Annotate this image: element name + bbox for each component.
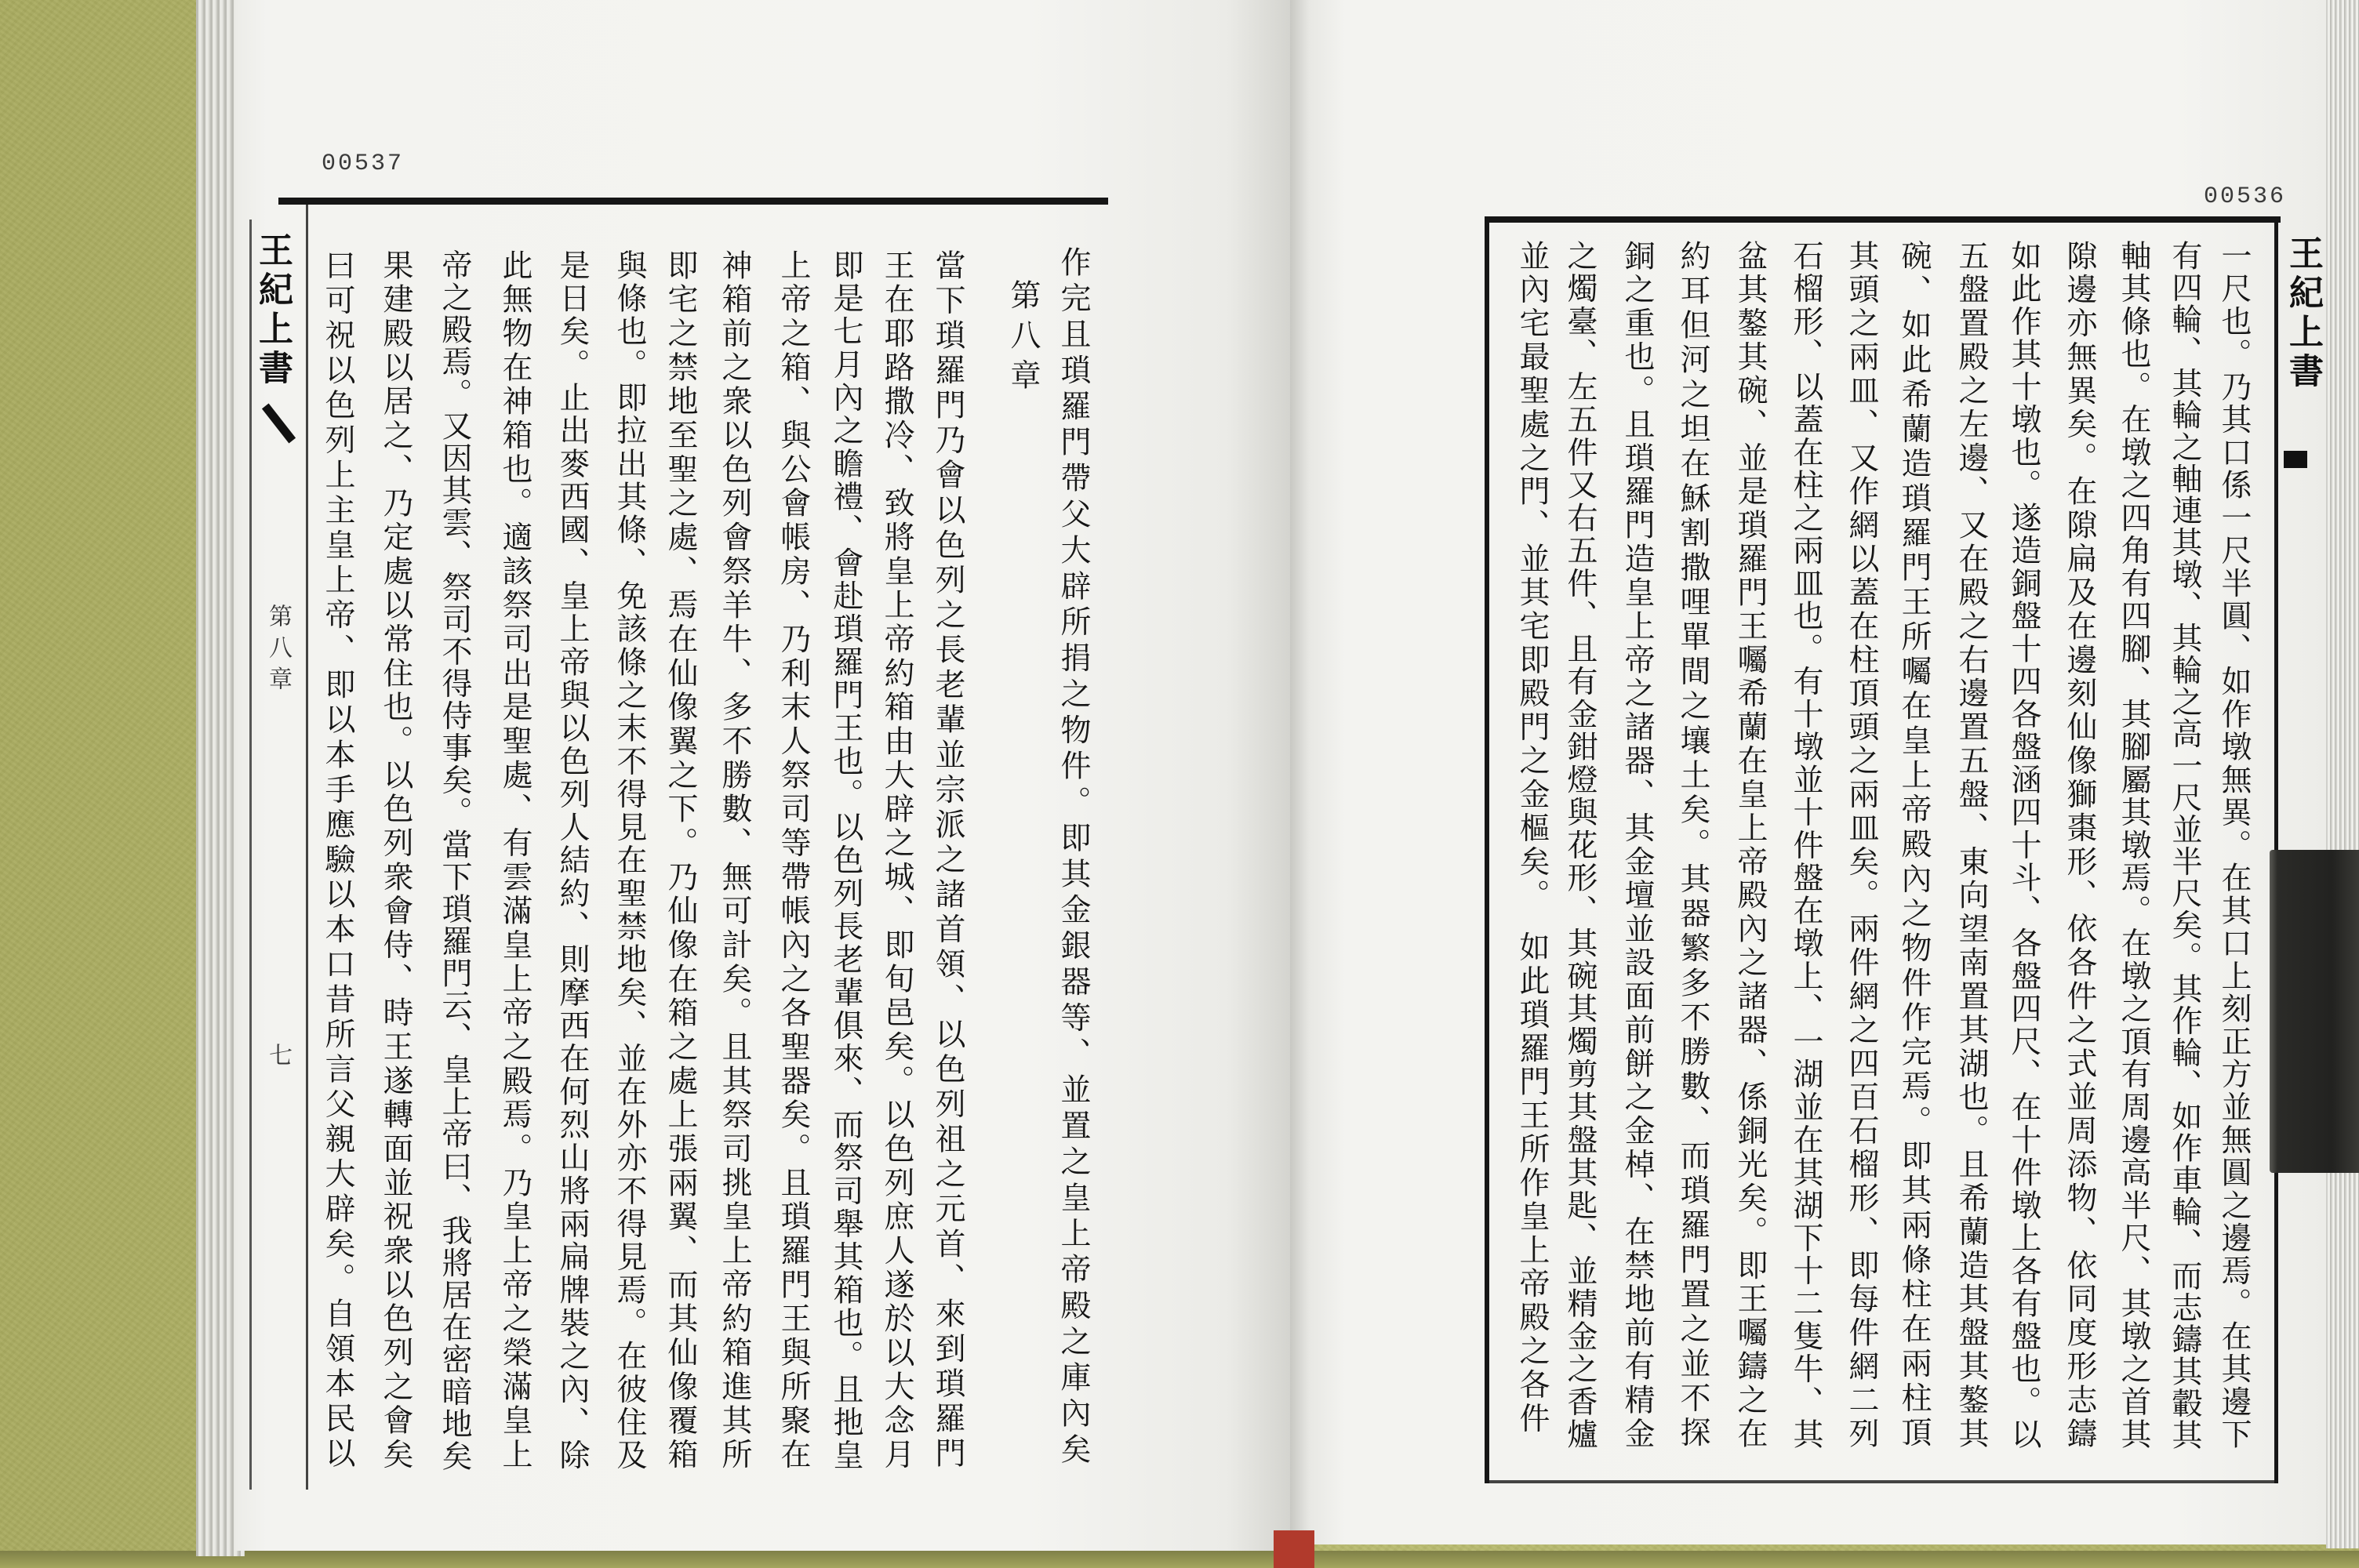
left-column-12: 帝之殿焉。又因其雲、祭司不得侍事矣。當下瑣羅門云、皇上帝曰、我將居在密暗地矣: [437, 249, 472, 1472]
left-column-9: 與條也。即拉出其條、免該條之末不得見在聖禁地矣、並在外亦不得見焉。在彼住及: [612, 249, 647, 1472]
left-column-7: 神箱前之衆以色列會祭羊牛、多不勝數、無可計矣。且其祭司挑皇上帝約箱進其所: [717, 249, 752, 1472]
frame-top-rule-right: [1485, 216, 2281, 223]
margin-book-title-right: 王紀上書: [2283, 235, 2323, 392]
left-column-10: 是日矣。止出麥西國、皇上帝與以色列人結約、則摩西在何烈山將兩扁牌裝之內、除: [554, 249, 590, 1472]
right-column-8: 其頭之兩皿、又作網以蓋在柱頂頭之兩皿矣。兩件網之四百石榴形、即每件網二列: [1844, 240, 1879, 1451]
chapter-heading: 第八章: [1005, 279, 1041, 399]
right-column-12: 銅之重也。且瑣羅門造皇上帝之諸器、其金壇並設面前餅之金棹、在禁地前有精金: [1619, 240, 1655, 1451]
right-column-1: 一尺也。乃其口係一尺半圓、如作墩無異。在其口上刻正方並無圓之邊焉。在其邊下: [2216, 240, 2252, 1451]
right-column-5: 如此作其十墩也。遂造銅盤十四各盤涵四十斗、各盤四尺、在十件墩上各有盤也。以: [2006, 240, 2041, 1451]
margin-divider-left: [306, 202, 308, 1490]
left-column-8: 即宅之禁地至聖之處、焉在仙像翼之下。乃仙像在箱之處上張兩翼、而其仙像覆箱: [663, 249, 698, 1472]
left-column-1: 作完且瑣羅門帶父大辟所捐之物件。即其金銀器等、並置之皇上帝殿之庫內矣: [1056, 246, 1091, 1469]
frame-top-rule-left: [278, 198, 1108, 205]
left-column-4: 王在耶路撒冷、致將皇上帝約箱由大辟之城、即旬邑矣。以色列庶人遂於以大念月: [879, 249, 914, 1472]
right-column-14: 並內宅最聖處之門、並其宅即殿門之金樞矣。 如此瑣羅門王所作皇上帝殿之各件: [1514, 240, 1550, 1436]
right-column-4: 隙邊亦無異矣。在隙扁及在邊刻仙像獅棗形、依各件之式並周添物、依同度形志鑄: [2062, 240, 2097, 1451]
right-column-9: 石榴形、以蓋在柱之兩皿也。有十墩並十件盤在墩上、一湖並在其湖下十二隻牛、其: [1788, 240, 1823, 1451]
left-column-11: 此無物在神箱也。適該祭司出是聖處、有雲滿皇上帝之殿焉。乃皇上帝之榮滿皇上: [497, 249, 533, 1472]
margin-chapter-left: 第八章: [264, 604, 292, 698]
frame-outer-line-left: [249, 220, 252, 1490]
right-page-edges: [2326, 0, 2359, 1548]
right-column-3: 軸其條也。在墩之四角有四腳、其腳屬其墩焉。在墩之頂有周邊高半尺、其墩之首其: [2116, 240, 2151, 1451]
right-column-11: 約耳但河之坦在穌割撒哩單間之壤土矣。其器繁多不勝數、而瑣羅門置之並不探: [1675, 240, 1710, 1451]
page-number-left: 00537: [322, 151, 405, 177]
left-column-6: 上帝之箱、與公會帳房、乃利末人祭司等帶帳內之各聖器矣。且瑣羅門王與所聚在: [776, 249, 811, 1472]
book-cover-edge: [1274, 1530, 1314, 1568]
right-column-7: 碗、如此希蘭造瑣羅門王所囑在皇上帝殿內之物件作完焉。即其兩條柱在兩柱頂: [1896, 240, 1932, 1451]
left-column-13: 果建殿以居之、乃定處以常住也。以色列衆會侍、時王遂轉面並祝衆以色列之會矣: [378, 249, 413, 1472]
margin-book-title-left: 王紀上書: [253, 232, 293, 389]
right-column-13: 之燭臺、左五件又右五件、且有金鉗燈與花形、其碗其燭剪其盤其匙、並精金之香爐: [1562, 240, 1598, 1451]
frame-bottom-rule-right: [1485, 1480, 2278, 1483]
left-column-3: 當下瑣羅門乃會以色列之長老輩並宗派之諸首領、以色列祖之元首、來到瑣羅門: [930, 249, 965, 1472]
book-clip: [2270, 850, 2359, 1173]
right-column-10: 盆其鏊其碗、並是瑣羅門王囑希蘭在皇上帝殿內之諸器、係銅光矣。即王囑鑄之在: [1732, 240, 1768, 1451]
left-column-14: 曰可祝以色列上主皇上帝、即以本手應驗以本口昔所言父親大辟矣。自領本民以: [320, 249, 355, 1472]
margin-folio-left: 七: [264, 1043, 292, 1074]
left-column-5: 即是七月內之瞻禮、會赴瑣羅門王也。以色列長老輩俱來、而祭司舉其箱也。且扡皇: [828, 249, 863, 1472]
page-number-right: 00536: [2204, 183, 2287, 210]
right-column-2: 有四輪、其輪之軸連其墩、其輪之高一尺並半尺矣。其作輪、如作車輪、而志鑄其轂其: [2167, 240, 2202, 1451]
frame-left-border-right: [1485, 216, 1489, 1483]
fishtail-mark-right: [2284, 451, 2307, 468]
table-surface: [0, 1551, 2359, 1568]
right-column-6: 五盤置殿之左邊、又在殿之右邊置五盤、東向望南置其湖也。且希蘭造其盤其鏊其: [1954, 240, 1989, 1451]
